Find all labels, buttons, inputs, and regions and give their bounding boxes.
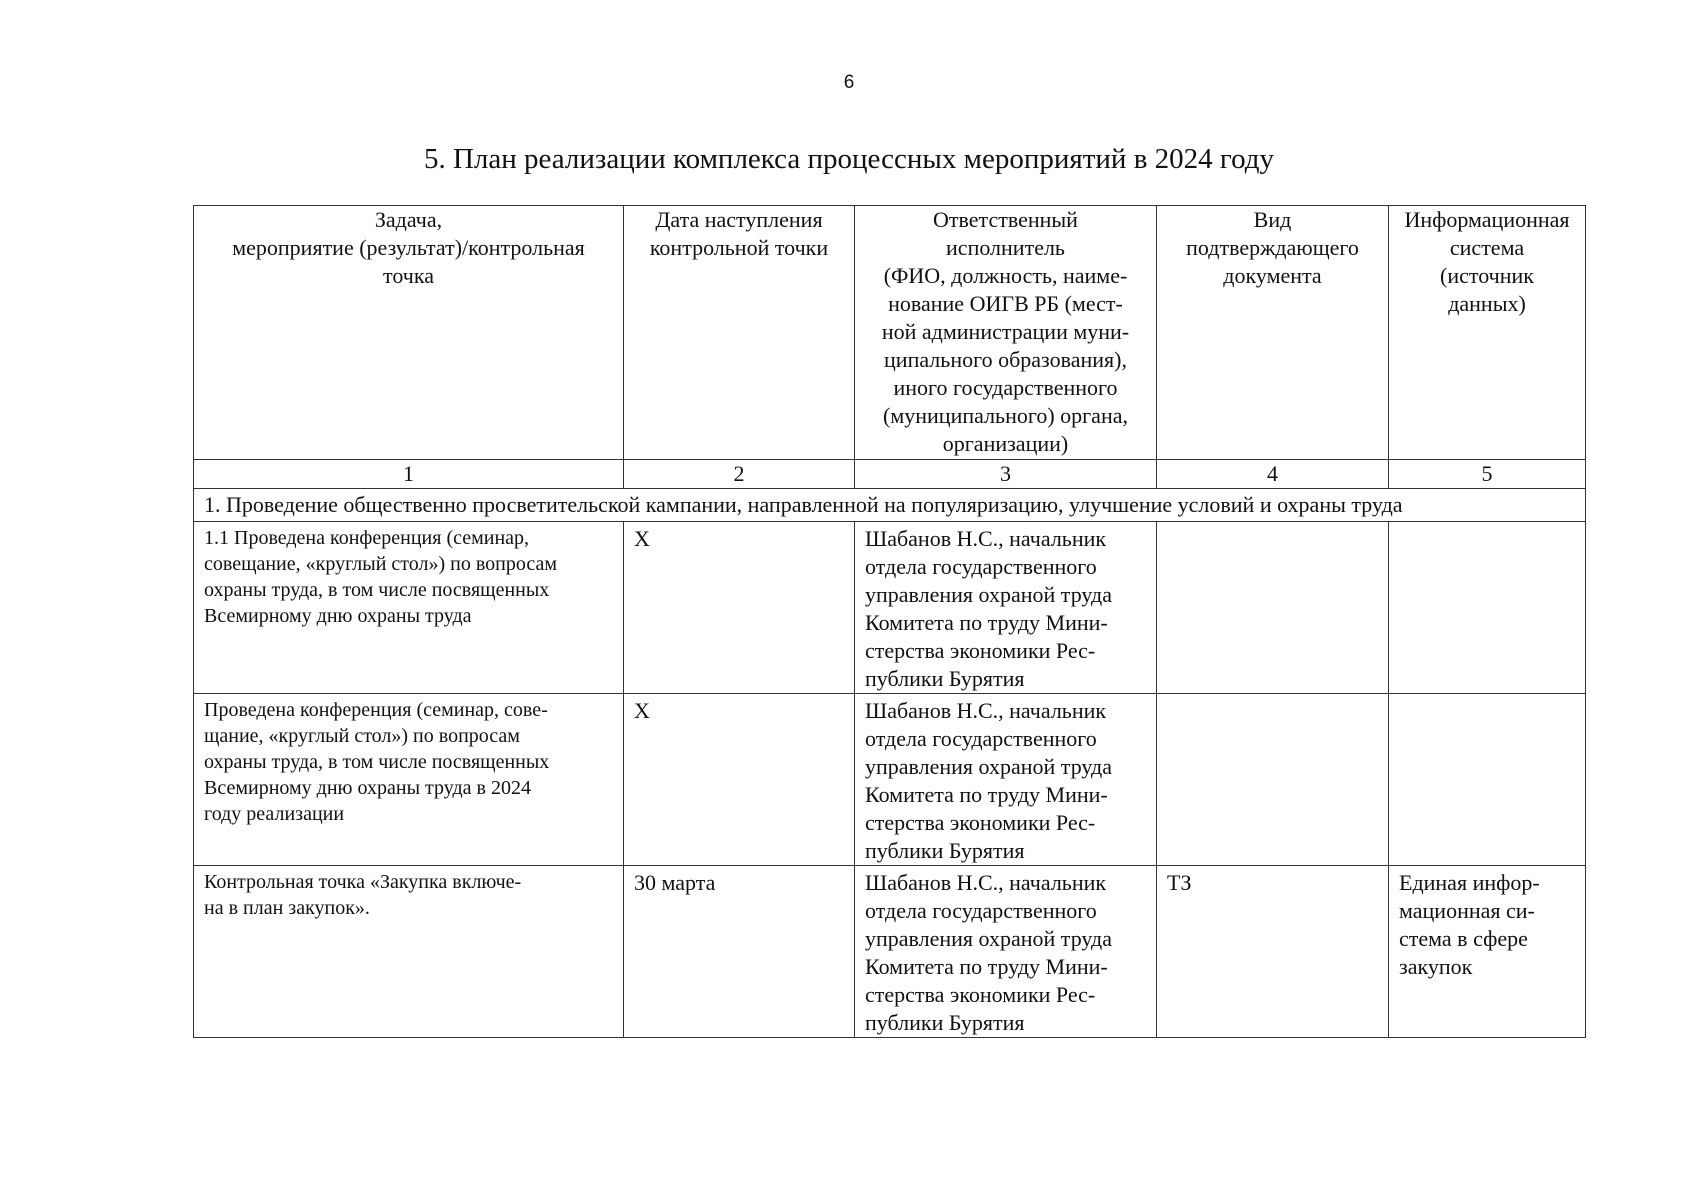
cell-responsible: Шабанов Н.С., начальник отдела государственного управления охраной труда Комитета по труду Мини- стерства экономики Рес- публики Бурятия xyxy=(855,522,1157,694)
cell-responsible: Шабанов Н.С., начальник отдела государственного управления охраной труда Комитета по труду Мини- стерства экономики Рес- публики Бурятия xyxy=(855,694,1157,866)
section-title: 1. Проведение общественно просветительской кампании, направленной на популяризацию, улучшение условий и охраны труда xyxy=(194,489,1586,522)
cell-responsible: Шабанов Н.С., начальник отдела государственного управления охраной труда Комитета по труду Мини- стерства экономики Рес- публики Бурятия xyxy=(855,866,1157,1038)
column-number: 5 xyxy=(1389,460,1586,489)
cell-date: Х xyxy=(624,522,855,694)
cell-task: 1.1 Проведена конференция (семинар, совещание, «круглый стол») по вопросам охраны труда, в том числе посвященных Всемирному дню охраны труда xyxy=(194,522,624,694)
table-row xyxy=(194,866,1586,1038)
cell-system xyxy=(1389,694,1586,866)
cell-date: 30 марта xyxy=(624,866,855,1038)
cell-task: Контрольная точка «Закупка включе- на в план закупок». xyxy=(194,866,624,1038)
header-task: Задача, мероприятие (результат)/контрольная точка xyxy=(194,206,624,460)
table-row xyxy=(194,694,1586,866)
header-row xyxy=(194,206,1586,460)
column-number: 4 xyxy=(1157,460,1389,489)
header-document: Вид подтверждающего документа xyxy=(1157,206,1389,460)
header-system: Информационная система (источник данных) xyxy=(1389,206,1586,460)
page-number: 6 xyxy=(843,72,855,93)
column-number: 3 xyxy=(855,460,1157,489)
cell-system: Единая инфор- мационная си- стема в сфере закупок xyxy=(1389,866,1586,1038)
cell-system xyxy=(1389,522,1586,694)
section-row xyxy=(194,489,1586,522)
column-number: 1 xyxy=(194,460,624,489)
table-row xyxy=(194,522,1586,694)
column-number-row xyxy=(194,460,1586,489)
cell-date: Х xyxy=(624,694,855,866)
cell-document xyxy=(1157,694,1389,866)
cell-document xyxy=(1157,522,1389,694)
plan-table xyxy=(193,205,1586,1038)
column-number: 2 xyxy=(624,460,855,489)
cell-task: Проведена конференция (семинар, сове- щание, «круглый стол») по вопросам охраны труда, в том числе посвященных Всемирному дню охраны труда в 2024 году реализации xyxy=(194,694,624,866)
cell-document: ТЗ xyxy=(1157,866,1389,1038)
header-date: Дата наступления контрольной точки xyxy=(624,206,855,460)
document-title: 5. План реализации комплекса процессных мероприятий в 2024 году xyxy=(423,143,1274,175)
header-responsible: Ответственный исполнитель (ФИО, должность, наиме- нование ОИГВ РБ (мест- ной администрации муни- ципального образования), иного государственного (муниципального) органа, организации) xyxy=(855,206,1157,460)
